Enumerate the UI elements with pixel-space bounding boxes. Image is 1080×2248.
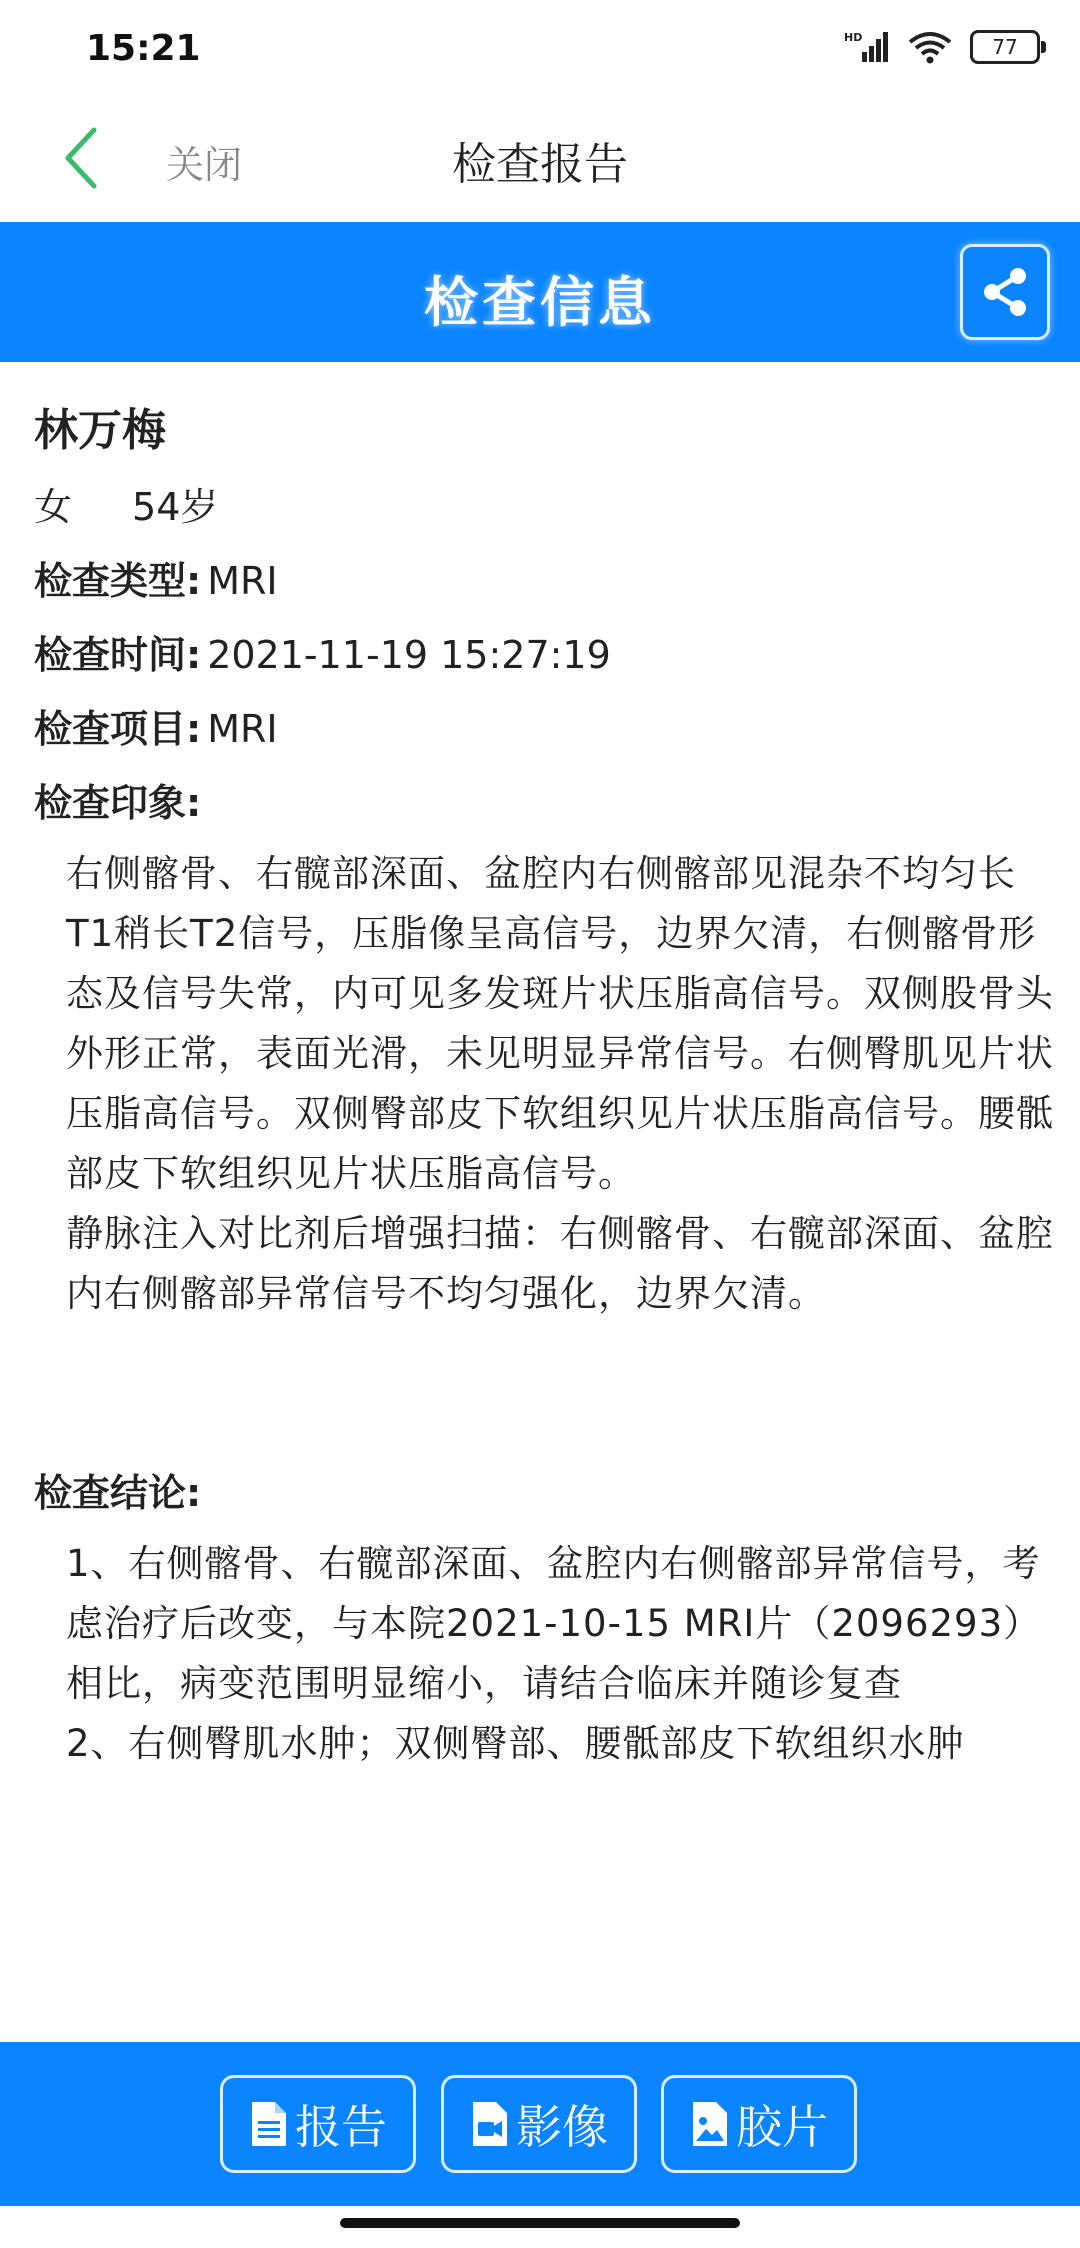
image-button-label: 影像 [516,2100,608,2154]
impression-paragraph: 右侧髂骨、右髋部深面、盆腔内右侧髂部见混杂不均匀长T1稍长T2信号，压脂像呈高信号，边界欠清，右侧髂骨形态及信号失常，内可见多发斑片状压脂高信号。双侧股骨头外形正常，表面光滑，未见明显异常信号。右侧臀肌见片状压脂高信号。双侧臀部皮下软组织见片状压脂高信号。腰骶部皮下软组织见片状压脂高信号。 [66,852,1054,1195]
report-button-label: 报告 [295,2100,387,2154]
conclusion-label-row [34,1462,201,1517]
svg-text:HD: HD [844,31,863,44]
conclusion-item: 2、右侧臀肌水肿；双侧臀部、腰骶部皮下软组织水肿 [66,1722,965,1765]
exam-time-label: 检查时间: [34,633,202,677]
exam-time-value: 2021-11-19 15:27:19 [207,633,611,677]
image-file-icon [690,2099,730,2149]
nav-bar [0,100,1080,222]
share-icon [980,265,1030,319]
film-button[interactable] [661,2075,857,2173]
home-indicator[interactable] [340,2218,740,2228]
conclusion-label: 检查结论: [34,1471,202,1515]
exam-item-label: 检查项目: [34,707,202,751]
bottom-action-bar [0,2042,1080,2206]
page-title: 检查报告 [452,139,628,190]
exam-time-row [34,624,611,679]
exam-item-row [34,698,278,753]
impression-text [66,844,1056,1324]
video-file-icon [470,2099,510,2149]
conclusion-item: 1、右侧髂骨、右髋部深面、盆腔内右侧髂部异常信号，考虑治疗后改变，与本院2021-10-15 MRI片（2096293）相比，病变范围明显缩小，请结合临床并随诊复查 [66,1542,1042,1705]
status-time: 15:21 [86,28,201,69]
conclusion-text [66,1534,1056,1774]
document-icon [249,2099,289,2149]
share-button[interactable] [960,244,1050,340]
image-button[interactable] [441,2075,637,2173]
film-button-label: 胶片 [736,2100,828,2154]
exam-type-row [34,550,278,605]
patient-gender: 女 [34,485,73,529]
status-bar [0,0,1080,100]
patient-name: 林万梅 [34,405,166,456]
impression-paragraph: 静脉注入对比剂后增强扫描：右侧髂骨、右髋部深面、盆腔内右侧髂部异常信号不均匀强化，边界欠清。 [66,1212,1054,1315]
close-button[interactable]: 关闭 [166,143,243,187]
impression-label-row [34,772,201,827]
exam-type-value: MRI [207,559,278,603]
battery-level: 77 [992,35,1018,59]
patient-age: 54岁 [132,485,219,529]
cellular-signal-icon [844,30,890,64]
exam-item-value: MRI [207,707,278,751]
gender-age-row [34,476,218,531]
section-title: 检查信息 [424,271,656,334]
impression-label: 检查印象: [34,781,202,825]
report-button[interactable] [220,2075,416,2173]
battery-icon [970,30,1040,64]
exam-type-label: 检查类型: [34,559,202,603]
section-header [0,222,1080,362]
wifi-icon [908,30,952,64]
status-icons [844,30,1040,64]
